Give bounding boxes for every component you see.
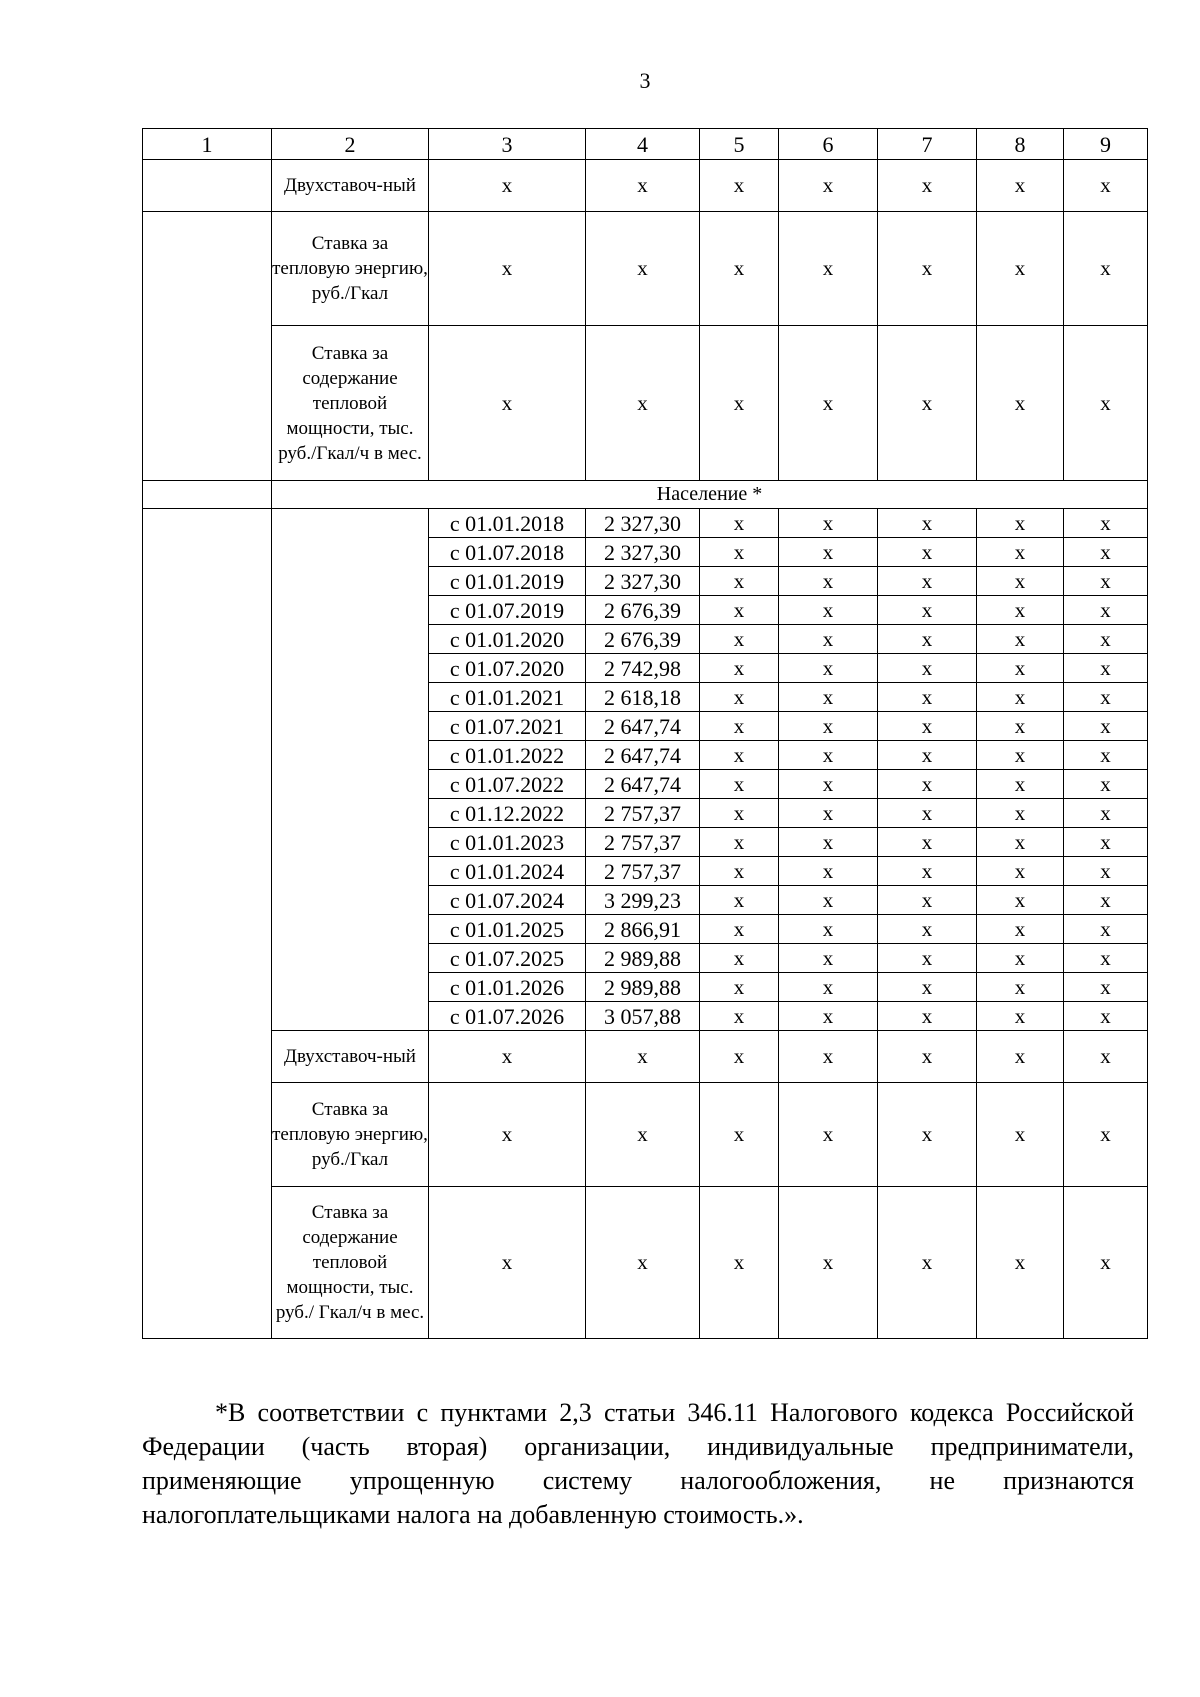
date-cell: с 01.12.2022 <box>429 799 586 828</box>
table-row <box>143 1031 1148 1083</box>
tariff-value-cell: 2 676,39 <box>586 625 700 654</box>
header-cell: 2 <box>272 129 429 160</box>
x-cell: х <box>1064 538 1148 567</box>
x-cell: х <box>977 160 1064 212</box>
x-cell: х <box>1064 683 1148 712</box>
x-cell: х <box>700 509 779 538</box>
date-cell: с 01.07.2020 <box>429 654 586 683</box>
table-row <box>143 509 1148 538</box>
x-cell: х <box>1064 567 1148 596</box>
x-cell: х <box>878 799 977 828</box>
x-cell: х <box>878 567 977 596</box>
table-row <box>143 1083 1148 1187</box>
x-cell: х <box>1064 799 1148 828</box>
tariff-value-cell: 2 989,88 <box>586 973 700 1002</box>
x-cell: х <box>586 326 700 481</box>
x-cell: х <box>779 915 878 944</box>
x-cell: х <box>700 1031 779 1083</box>
x-cell: х <box>1064 828 1148 857</box>
x-cell: х <box>779 770 878 799</box>
x-cell: х <box>1064 160 1148 212</box>
date-cell: с 01.01.2024 <box>429 857 586 886</box>
x-cell: х <box>586 1083 700 1187</box>
x-cell: х <box>779 944 878 973</box>
header-cell: 4 <box>586 129 700 160</box>
row-label-two-part: Двухставоч-ный <box>272 160 429 212</box>
x-cell: х <box>878 828 977 857</box>
x-cell: х <box>977 973 1064 1002</box>
x-cell: х <box>878 1002 977 1031</box>
x-cell: х <box>429 212 586 326</box>
x-cell: х <box>878 625 977 654</box>
x-cell: х <box>779 828 878 857</box>
tariff-value-cell: 3 299,23 <box>586 886 700 915</box>
empty-cell <box>143 160 272 212</box>
x-cell: х <box>1064 1002 1148 1031</box>
x-cell: х <box>1064 1083 1148 1187</box>
tariff-value-cell: 2 327,30 <box>586 538 700 567</box>
x-cell: х <box>1064 712 1148 741</box>
x-cell: х <box>779 509 878 538</box>
x-cell: х <box>977 1083 1064 1187</box>
x-cell: х <box>1064 944 1148 973</box>
x-cell: х <box>779 212 878 326</box>
date-cell: с 01.01.2019 <box>429 567 586 596</box>
x-cell: х <box>1064 857 1148 886</box>
x-cell: х <box>779 741 878 770</box>
x-cell: х <box>1064 654 1148 683</box>
date-cell: с 01.01.2020 <box>429 625 586 654</box>
empty-cell <box>143 212 272 481</box>
x-cell: х <box>1064 770 1148 799</box>
x-cell: х <box>878 326 977 481</box>
date-cell: с 01.01.2025 <box>429 915 586 944</box>
x-cell: х <box>878 160 977 212</box>
x-cell: х <box>779 1083 878 1187</box>
x-cell: х <box>1064 741 1148 770</box>
x-cell: х <box>878 1031 977 1083</box>
x-cell: х <box>878 654 977 683</box>
section-title: Население * <box>272 481 1148 509</box>
x-cell: х <box>700 741 779 770</box>
header-cell: 8 <box>977 129 1064 160</box>
x-cell: х <box>977 625 1064 654</box>
x-cell: х <box>429 160 586 212</box>
tariff-value-cell: 2 742,98 <box>586 654 700 683</box>
x-cell: х <box>429 326 586 481</box>
x-cell: х <box>700 654 779 683</box>
x-cell: х <box>779 596 878 625</box>
x-cell: х <box>878 509 977 538</box>
x-cell: х <box>700 567 779 596</box>
x-cell: х <box>700 857 779 886</box>
date-cell: с 01.01.2023 <box>429 828 586 857</box>
x-cell: х <box>700 160 779 212</box>
table-row <box>143 212 1148 326</box>
header-row <box>143 129 1148 160</box>
tariff-value-cell: 3 057,88 <box>586 1002 700 1031</box>
tariff-value-cell: 2 757,37 <box>586 799 700 828</box>
x-cell: х <box>700 538 779 567</box>
x-cell: х <box>700 1002 779 1031</box>
x-cell: х <box>586 1031 700 1083</box>
x-cell: х <box>977 915 1064 944</box>
x-cell: х <box>878 973 977 1002</box>
x-cell: х <box>878 596 977 625</box>
x-cell: х <box>1064 509 1148 538</box>
row-label-rate-capacity: Ставка за содержание тепловой мощности, тыс. руб./Гкал/ч в мес. <box>272 326 429 481</box>
x-cell: х <box>700 625 779 654</box>
tariff-value-cell: 2 647,74 <box>586 712 700 741</box>
x-cell: х <box>1064 596 1148 625</box>
x-cell: х <box>779 886 878 915</box>
x-cell: х <box>700 1187 779 1339</box>
x-cell: х <box>1064 326 1148 481</box>
x-cell: х <box>779 326 878 481</box>
header-cell: 5 <box>700 129 779 160</box>
x-cell: х <box>878 944 977 973</box>
row-label-rate-heat: Ставка за тепловую энергию, руб./Гкал <box>272 1083 429 1187</box>
x-cell: х <box>779 538 878 567</box>
tariff-value-cell: 2 327,30 <box>586 567 700 596</box>
x-cell: х <box>1064 212 1148 326</box>
tariff-value-cell: 2 647,74 <box>586 770 700 799</box>
x-cell: х <box>878 683 977 712</box>
x-cell: х <box>977 596 1064 625</box>
table-row <box>143 160 1148 212</box>
x-cell: х <box>779 1002 878 1031</box>
x-cell: х <box>586 1187 700 1339</box>
empty-cell <box>143 481 272 509</box>
x-cell: х <box>779 160 878 212</box>
x-cell: х <box>779 799 878 828</box>
x-cell: х <box>700 683 779 712</box>
date-cell: с 01.07.2025 <box>429 944 586 973</box>
header-cell: 3 <box>429 129 586 160</box>
x-cell: х <box>429 1031 586 1083</box>
page-number: 3 <box>639 68 651 93</box>
x-cell: х <box>700 1083 779 1187</box>
date-cell: с 01.07.2019 <box>429 596 586 625</box>
x-cell: х <box>977 1187 1064 1339</box>
tariff-value-cell: 2 618,18 <box>586 683 700 712</box>
row-label-rate-heat: Ставка за тепловую энергию, руб./Гкал <box>272 212 429 326</box>
x-cell: х <box>878 741 977 770</box>
x-cell: х <box>977 857 1064 886</box>
tariff-value-cell: 2 676,39 <box>586 596 700 625</box>
x-cell: х <box>700 596 779 625</box>
x-cell: х <box>1064 625 1148 654</box>
x-cell: х <box>586 160 700 212</box>
x-cell: х <box>1064 915 1148 944</box>
x-cell: х <box>1064 1031 1148 1083</box>
x-cell: х <box>700 915 779 944</box>
x-cell: х <box>977 654 1064 683</box>
x-cell: х <box>977 509 1064 538</box>
x-cell: х <box>977 712 1064 741</box>
x-cell: х <box>779 1031 878 1083</box>
x-cell: х <box>779 567 878 596</box>
header-cell: 1 <box>143 129 272 160</box>
x-cell: х <box>878 538 977 567</box>
x-cell: х <box>878 770 977 799</box>
row-label-two-part: Двухставоч-ный <box>272 1031 429 1083</box>
x-cell: х <box>429 1083 586 1187</box>
empty-cell <box>272 509 429 1031</box>
tariff-value-cell: 2 757,37 <box>586 828 700 857</box>
date-cell: с 01.07.2026 <box>429 1002 586 1031</box>
x-cell: х <box>1064 886 1148 915</box>
date-cell: с 01.07.2021 <box>429 712 586 741</box>
tariff-value-cell: 2 989,88 <box>586 944 700 973</box>
x-cell: х <box>700 828 779 857</box>
tariff-value-cell: 2 647,74 <box>586 741 700 770</box>
x-cell: х <box>977 799 1064 828</box>
x-cell: х <box>700 712 779 741</box>
x-cell: х <box>878 1187 977 1339</box>
x-cell: х <box>700 886 779 915</box>
tariff-value-cell: 2 327,30 <box>586 509 700 538</box>
x-cell: х <box>700 770 779 799</box>
x-cell: х <box>700 212 779 326</box>
x-cell: х <box>700 326 779 481</box>
x-cell: х <box>878 712 977 741</box>
x-cell: х <box>977 944 1064 973</box>
table-row <box>143 326 1148 481</box>
footnote: *В соответствии с пунктами 2,3 статьи 346.11 Налогового кодекса Российской Федерации (часть вторая) организации, индивидуальные предприниматели, применяющие упрощенную систему налогообложения, не признаются налогоплательщиками налога на добавленную стоимость.». <box>142 1398 1134 1529</box>
x-cell: х <box>878 857 977 886</box>
date-cell: с 01.07.2024 <box>429 886 586 915</box>
date-cell: с 01.07.2018 <box>429 538 586 567</box>
x-cell: х <box>977 212 1064 326</box>
empty-cell <box>143 509 272 1339</box>
tariff-value-cell: 2 757,37 <box>586 857 700 886</box>
x-cell: х <box>977 1002 1064 1031</box>
date-cell: с 01.01.2026 <box>429 973 586 1002</box>
x-cell: х <box>977 1031 1064 1083</box>
header-cell: 7 <box>878 129 977 160</box>
x-cell: х <box>977 567 1064 596</box>
header-cell: 9 <box>1064 129 1148 160</box>
x-cell: х <box>779 625 878 654</box>
date-cell: с 01.01.2018 <box>429 509 586 538</box>
date-cell: с 01.07.2022 <box>429 770 586 799</box>
x-cell: х <box>878 915 977 944</box>
date-cell: с 01.01.2022 <box>429 741 586 770</box>
x-cell: х <box>1064 1187 1148 1339</box>
x-cell: х <box>878 886 977 915</box>
x-cell: х <box>779 857 878 886</box>
x-cell: х <box>977 886 1064 915</box>
x-cell: х <box>779 683 878 712</box>
x-cell: х <box>977 741 1064 770</box>
x-cell: х <box>779 1187 878 1339</box>
x-cell: х <box>878 212 977 326</box>
date-cell: с 01.01.2021 <box>429 683 586 712</box>
x-cell: х <box>977 828 1064 857</box>
x-cell: х <box>977 326 1064 481</box>
tariff-value-cell: 2 866,91 <box>586 915 700 944</box>
header-cell: 6 <box>779 129 878 160</box>
x-cell: х <box>878 1083 977 1187</box>
x-cell: х <box>779 973 878 1002</box>
x-cell: х <box>700 799 779 828</box>
x-cell: х <box>779 712 878 741</box>
x-cell: х <box>586 212 700 326</box>
x-cell: х <box>779 654 878 683</box>
x-cell: х <box>977 538 1064 567</box>
section-row <box>143 481 1148 509</box>
x-cell: х <box>977 770 1064 799</box>
x-cell: х <box>1064 973 1148 1002</box>
tariff-table <box>142 128 1148 1339</box>
x-cell: х <box>429 1187 586 1339</box>
x-cell: х <box>700 944 779 973</box>
table-row <box>143 1187 1148 1339</box>
x-cell: х <box>977 683 1064 712</box>
row-label-rate-capacity: Ставка за содержание тепловой мощности, тыс. руб./ Гкал/ч в мес. <box>272 1187 429 1339</box>
x-cell: х <box>700 973 779 1002</box>
